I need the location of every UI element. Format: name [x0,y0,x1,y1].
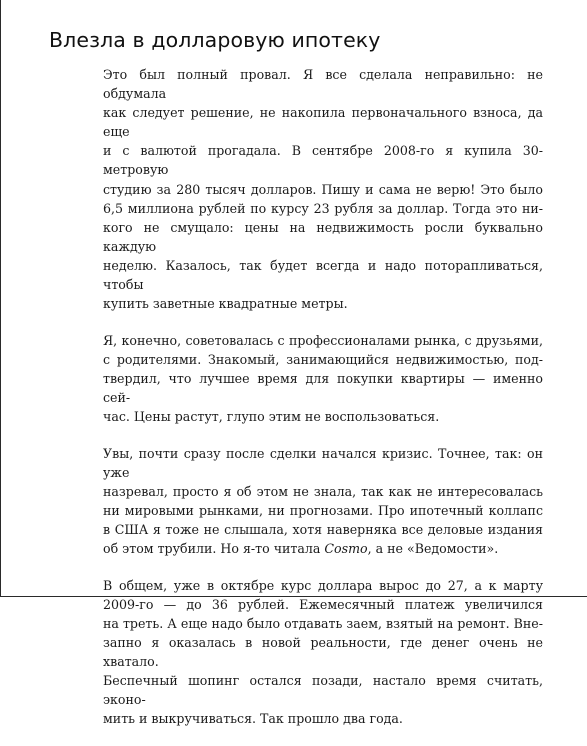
text-line: студию за 280 тысяч долларов. Пишу и сама не верю! Это было [103,181,543,197]
paragraph-4 [103,576,543,729]
text-line: мить и выкручиваться. Так прошло два года. [103,711,403,727]
text-line: 6,5 миллиона рублей по курсу 23 рубля за доллар. Тогда это ни- [103,200,543,216]
text-line: В общем, уже в октябре курс доллара вырос до 27, а к марту [103,577,543,593]
text-line: Увы, почти сразу после сделки начался кризис. Точнее, так: он уже [103,445,543,480]
paragraph-1 [103,65,543,313]
text-line: купить заветные квадратные метры. [103,296,348,312]
text-line: ни мировыми рынками, ни прогнозами. Про ипотечный коллапс [103,502,543,518]
text-line: 2009-го — до 36 рублей. Ежемесячный платеж увеличился [103,596,543,612]
text-line: твердил, что лучшее время для покупки квартиры — именно сей- [103,370,543,405]
paragraph-3 [103,444,543,559]
text-line [103,539,543,558]
text-run: об этом трубили. Но я-то читала [103,541,325,557]
text-line: на треть. А еще надо было отдавать заем, взятый на ремонт. Вне- [103,615,543,631]
text-line: как следует решение, не накопила первоначального взноса, да еще [103,105,543,140]
text-line: кого не смущало: цены на недвижимость росли буквально каждую [103,219,543,254]
text-line: Я, конечно, советовалась с профессионалами рынка, с друзьями, [103,332,543,348]
magazine-title: Cosmo [324,541,368,557]
text-line: Беспечный шопинг остался позади, настало время считать, эконо- [103,673,543,708]
text-line: запно я оказалась в новой реальности, где денег очень не хватало. [103,635,543,670]
chapter-body [103,65,543,746]
text-line: назревал, просто я об этом не знала, так как не интересовалась [103,483,543,499]
text-line: неделю. Казалось, так будет всегда и надо поторапливаться, чтобы [103,257,543,293]
chapter-title: Влезла в долларовую ипотеку [49,28,381,52]
text-line: в США я тоже не слышала, хотя наверняка все деловые издания [103,522,543,538]
text-line: с родителями. Знакомый, занимающийся недвижимостью, под- [103,351,543,367]
text-line: час. Цены растут, глупо этим не воспользоваться. [103,409,440,425]
paragraph-2 [103,331,543,426]
text-line: Это был полный провал. Я все сделала неправильно: не обдумала [103,67,543,102]
text-run: , а не «Ведомости». [367,541,499,557]
text-line: и с валютой прогадала. В сентябре 2008-го я купила 30-метровую [103,143,543,178]
